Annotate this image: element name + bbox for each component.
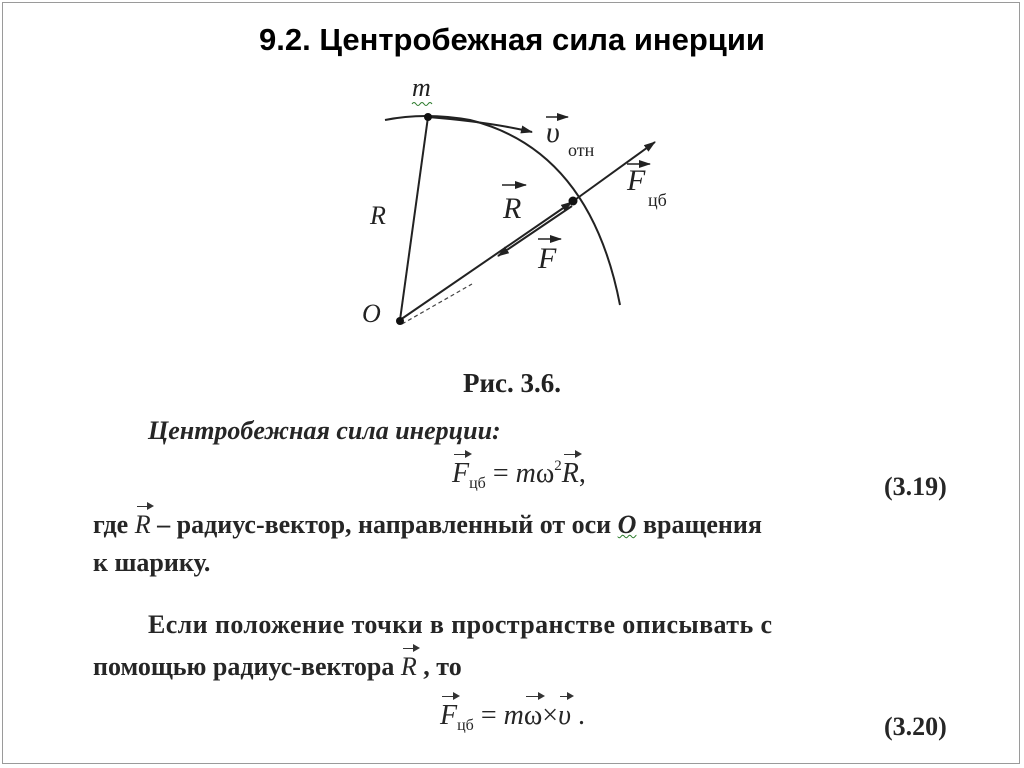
eq1-R: R — [561, 458, 579, 489]
eq2-F: F — [440, 700, 458, 731]
equation-number-3-20: (3.20) — [884, 712, 947, 741]
equation-number-3-19: (3.19) — [884, 472, 947, 501]
eq2-times: × — [542, 700, 559, 731]
figure-caption: Рис. 3.6. — [462, 368, 562, 398]
eq2-sub: цб — [457, 717, 474, 734]
eq1-m: m — [515, 458, 536, 489]
eq1-sup: 2 — [554, 458, 562, 474]
label-O: O — [362, 299, 381, 328]
para1-pre: где — [93, 510, 129, 539]
label-velocity: υ — [546, 116, 560, 149]
eq2-tail: . — [570, 700, 585, 731]
equation-3-19 — [452, 458, 586, 493]
para1-mid: – радиус-вектор, направленный от оси — [150, 510, 618, 539]
label-R: R — [370, 201, 386, 230]
para1-O: O — [617, 510, 637, 539]
para2-post: , то — [416, 652, 462, 681]
section-heading: Центробежная сила инерции: — [148, 416, 501, 445]
force-point — [569, 197, 578, 206]
equation-3-20 — [440, 700, 585, 735]
label-R-vector: R — [503, 192, 522, 225]
label-m: m — [412, 73, 431, 102]
eq1-sub: цб — [469, 475, 486, 492]
mass-point — [424, 113, 432, 121]
label-velocity-sub: отн — [568, 140, 595, 160]
eq1-tail: , — [578, 458, 586, 489]
eq2-m: m — [503, 700, 524, 731]
eq1-eq: = — [485, 458, 516, 489]
label-F-cb: F — [627, 164, 646, 197]
dashed-axis-line — [402, 284, 472, 324]
eq1-omega: ω — [535, 458, 555, 489]
paragraph-2-line-2 — [93, 652, 462, 682]
eq2-v: υ — [558, 700, 571, 731]
slide-title: 9.2. Центробежная сила инерции — [259, 22, 765, 57]
paragraph-2-line-1: Если положение точки в пространстве описывать с — [148, 610, 773, 639]
centrifugal-force-diagram — [340, 70, 700, 340]
paragraph-1-line-1 — [93, 510, 762, 540]
label-F-cb-sub: цб — [648, 190, 667, 210]
velocity-arrow — [428, 117, 532, 132]
eq2-omega: ω — [523, 700, 543, 731]
eq2-eq: = — [473, 700, 504, 731]
paragraph-1-line-2: к шарику. — [93, 548, 211, 577]
para2-pre: помощью радиус-вектора — [93, 652, 401, 681]
label-F: F — [538, 242, 557, 275]
para1-R: R — [134, 510, 151, 539]
para2-R: R — [400, 652, 417, 681]
eq1-F: F — [452, 458, 470, 489]
radius-line — [400, 117, 428, 320]
para1-post: вращения — [636, 510, 762, 539]
origin-point — [396, 317, 404, 325]
